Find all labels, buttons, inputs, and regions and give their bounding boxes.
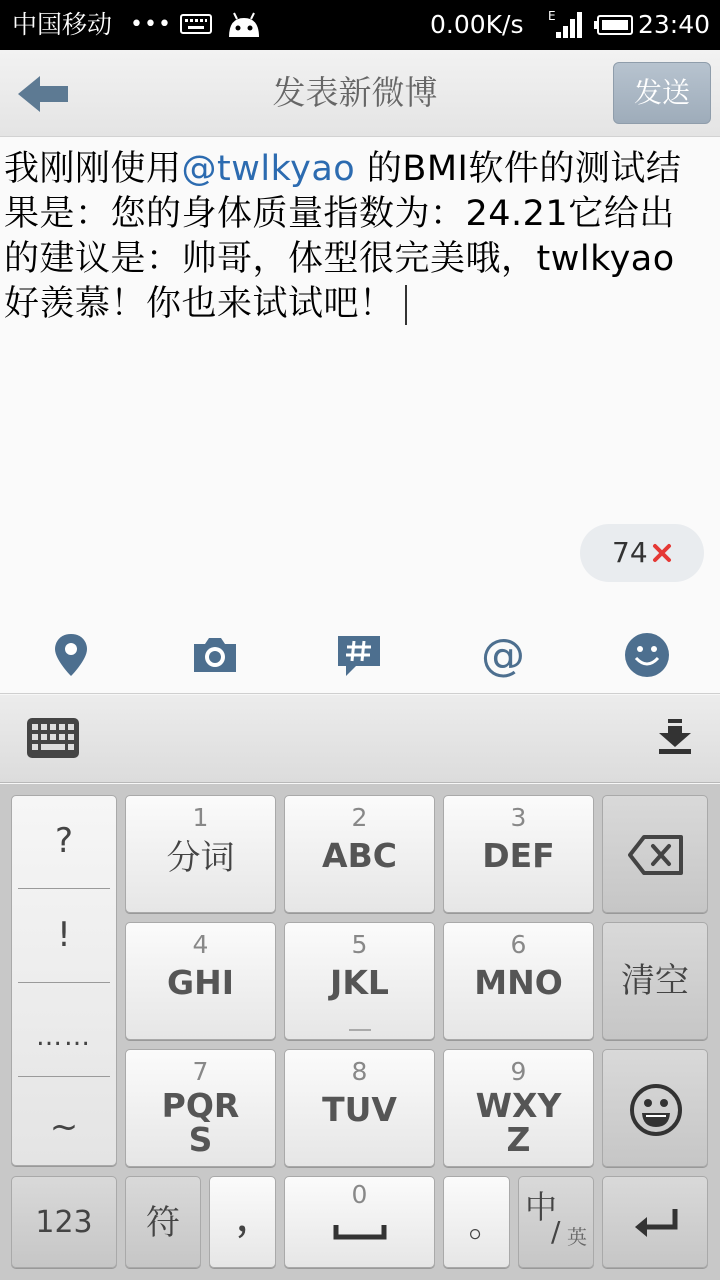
keyboard-notification-icon [180,14,212,34]
key-number: 7 [192,1057,209,1086]
key-label: 清空 [621,961,689,1001]
punct-divider [18,982,110,983]
status-bar [0,0,720,50]
mention-link[interactable]: @twlkyao [181,149,356,189]
hide-keyboard-icon[interactable] [655,719,695,755]
key-number: 4 [192,930,209,959]
topic-hashtag-icon[interactable] [334,630,384,680]
punct-divider [18,888,110,889]
key-label: MNO [474,963,563,1002]
android-icon [226,10,262,40]
post-text-rest: 的BMI软件的测试结果是：您的身体质量指数为：24.21它给出的建议是：帅哥，体型很完美哦，twlkyao好羡慕！你也来试试吧！ [4,149,682,324]
keyboard-toolbar [0,695,720,783]
clear-x-icon [652,543,672,563]
comma-key[interactable] [209,1176,276,1268]
remaining-char-count: 74 [612,536,648,569]
smiley-icon [629,1083,683,1137]
punct-tilde[interactable]: ~ [49,1107,79,1147]
punct-divider [18,1076,110,1077]
network-type-label: E [548,9,556,23]
lang-slash: / [551,1215,561,1248]
symbols-key[interactable] [125,1176,201,1268]
enter-key[interactable] [602,1176,708,1268]
key-6-mno[interactable] [443,922,594,1040]
key-1-segment[interactable] [125,795,276,913]
punct-ellipsis[interactable]: …… [36,1022,92,1052]
key-label: DEF [482,836,555,875]
home-key-marker [349,1029,371,1031]
clock: 23:40 [638,10,711,39]
clear-key[interactable] [602,922,708,1040]
key-number: 1 [192,803,209,832]
backspace-key[interactable] [602,795,708,913]
emoji-icon[interactable] [622,630,672,680]
key-label: ， [236,1198,273,1239]
key-label: PQR [161,1086,240,1125]
key-label: TUV [322,1090,397,1129]
key-2-abc[interactable] [284,795,435,913]
title-bar [0,50,720,137]
enter-icon [633,1207,679,1239]
keyboard-switch-icon[interactable] [26,717,80,759]
svg-text:@: @ [481,630,525,680]
key-5-jkl[interactable] [284,922,435,1040]
text-cursor [405,285,407,325]
key-9-wxyz[interactable] [443,1049,594,1167]
key-label-line2: S [188,1120,213,1159]
network-speed: 0.00K/s [430,10,524,39]
char-counter-clear-button[interactable] [580,524,704,582]
key-label: 。 [468,1204,505,1245]
mention-at-icon[interactable] [478,630,528,680]
key-label: JKL [330,963,389,1002]
key-8-tuv[interactable] [284,1049,435,1167]
key-number: 8 [351,1057,368,1086]
key-label: ABC [322,836,397,875]
punct-exclamation[interactable]: ! [57,915,71,955]
compose-area[interactable] [0,137,720,620]
emoji-key[interactable] [602,1049,708,1167]
space-key[interactable] [284,1176,435,1268]
space-icon [333,1223,387,1241]
backspace-icon [628,834,684,876]
key-number: 9 [510,1057,527,1086]
key-number: 3 [510,803,527,832]
key-3-def[interactable] [443,795,594,913]
post-text-input[interactable] [4,147,704,327]
signal-icon [548,8,584,40]
key-number: 0 [351,1180,368,1209]
carrier-name: 中国移动 [12,10,113,39]
key-label: 123 [35,1205,93,1240]
key-4-ghi[interactable] [125,922,276,1040]
key-number: 6 [510,930,527,959]
numbers-key[interactable] [11,1176,117,1268]
notification-dots: ••• [130,12,172,37]
key-number: 5 [351,930,368,959]
location-icon[interactable] [46,630,96,680]
camera-icon[interactable] [190,630,240,680]
key-label-line2: Z [506,1120,531,1159]
key-label: 符 [146,1203,180,1243]
punct-question[interactable]: ? [54,821,74,861]
lang-sub-label: 英 [567,1225,587,1249]
t9-keyboard [0,784,720,1280]
period-key[interactable] [443,1176,510,1268]
key-label: GHI [167,963,234,1002]
battery-icon [594,14,634,36]
language-switch-key[interactable] [518,1176,594,1268]
key-number: 2 [351,803,368,832]
page-title: 发表新微博 [272,73,438,112]
lang-main-label: 中 [525,1188,558,1226]
punctuation-column[interactable] [11,795,117,1166]
post-text-start: 我刚刚使用 [4,149,182,189]
key-label: WXY [475,1086,562,1125]
key-label: 分词 [166,838,235,878]
send-button[interactable]: 发送 [613,62,711,124]
key-7-pqrs[interactable] [125,1049,276,1167]
compose-toolbar [0,620,720,694]
